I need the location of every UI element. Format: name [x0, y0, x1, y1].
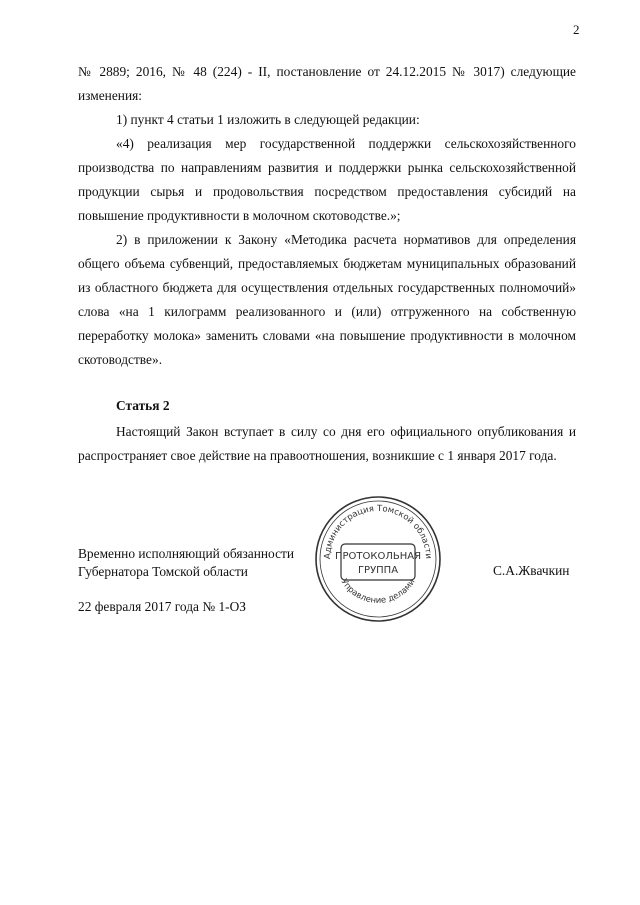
page-number: 2	[573, 22, 580, 37]
stamp-inner-line-1: ПРОТОКОЛЬНАЯ	[334, 551, 422, 562]
official-stamp	[313, 494, 443, 624]
paragraph-quote: «4) реализация мер государственной поддержки сельскохозяйственного производства по направлениям развития и поддержки рынка сельскохозяйственной продукции сырья и продовольствия посредством предоставления субсидий на повышение продуктивности в молочном скотоводстве.»;	[78, 136, 576, 223]
stamp-seal-icon	[313, 494, 443, 624]
signature-role-line-2: Губернатора Томской области	[78, 564, 248, 579]
article-2-title: Статья 2	[116, 398, 170, 413]
law-date-number: 22 февраля 2017 года № 1-ОЗ	[78, 599, 246, 614]
signature-role-line-1: Временно исполняющий обязанности	[78, 546, 295, 561]
stamp-top-text: Администрация Томской области	[322, 503, 434, 560]
signatory-name: С.А.Жвачкин	[493, 563, 570, 578]
paragraph-item-1: 1) пункт 4 статьи 1 изложить в следующей редакции:	[116, 112, 420, 127]
paragraph-item-2: 2) в приложении к Закону «Методика расчета нормативов для определения общего объема субвенций, предоставляемых бюджетам муниципальных образований из областного бюджета для осуществления отдельных государственных полномочий» слова «на 1 килограмм реализованного и (или) отгруженного на собственную переработку молока» заменить словами «на повышение продуктивности в молочном скотоводстве».	[78, 232, 576, 367]
article-2-text: Настоящий Закон вступает в силу со дня его официального опубликования и распространяет свое действие на правоотношения, возникшие с 1 января 2017 года.	[78, 424, 576, 463]
stamp-bottom-text: Управление делами	[338, 577, 418, 606]
stamp-inner-line-2: ГРУППА	[357, 565, 399, 576]
paragraph-intro: № 2889; 2016, № 48 (224) - II, постановление от 24.12.2015 № 3017) следующие изменения:	[78, 64, 576, 103]
signature-role	[78, 545, 294, 581]
amendment-text	[78, 60, 576, 372]
